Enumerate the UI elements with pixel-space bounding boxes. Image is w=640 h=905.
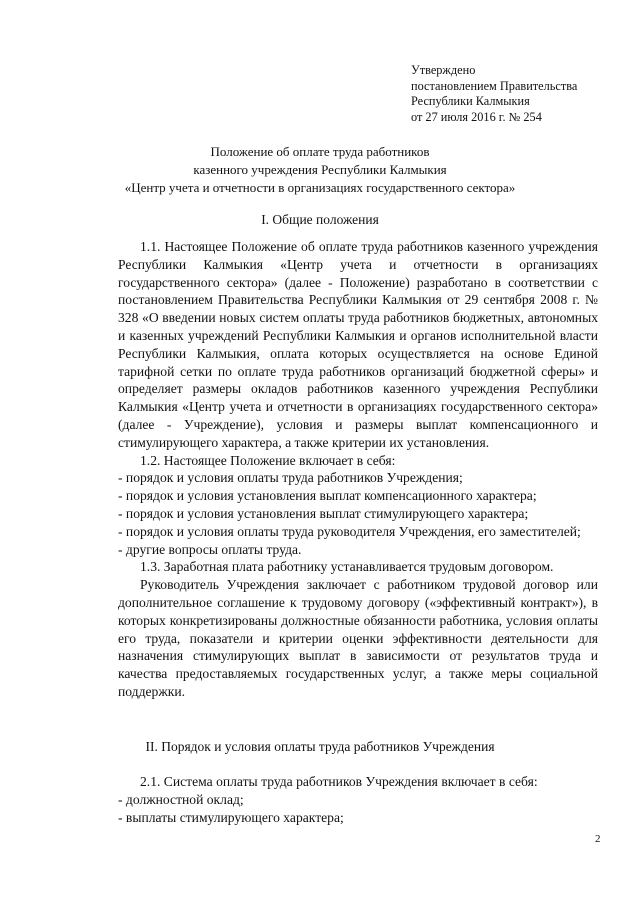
list-item: - порядок и условия установления выплат стимулирующего характера; bbox=[118, 505, 529, 521]
paragraph-1-1: 1.1. Настоящее Положение об оплате труда работников казенного учреждения Республики Калмыкия «Центр учета и отчетности в организациях государственного сектора» (далее - Положение) разработано в соответствии с постановлением Правительства Республики Калмыкия от 29 сентября 2008 г. № 328 «О введении новых систем оплаты труда работников бюджетных, автономных и казенных учреждений Республики Калмыкия и органов исполнительной власти Республики Калмыкия, оплата которых осуществляется на основе Единой тарифной сетки по оплате труда работников организаций бюджетной сферы» и определяет размеры окладов работников казенного учреждения Республики Калмыкия «Центр учета и отчетности в организациях государственного сектора» (далее - Учреждение), условия и размеры выплат компенсационного и стимулирующего характера, а также критерии их установления. bbox=[118, 239, 598, 450]
document-title bbox=[0, 143, 640, 197]
list-item: - должностной оклад; bbox=[118, 791, 244, 807]
paragraph-1-3: 1.3. Заработная плата работнику устанавливается трудовым договором. bbox=[140, 559, 554, 575]
page-number: 2 bbox=[595, 833, 601, 845]
list-item: - выплаты стимулирующего характера; bbox=[118, 809, 344, 825]
section-general-body bbox=[118, 238, 598, 701]
list-item: - другие вопросы оплаты труда. bbox=[118, 541, 302, 557]
paragraph-2-1: 2.1. Система оплаты труда работников Учреждения включает в себя: bbox=[140, 774, 538, 789]
title-line: казенного учреждения Республики Калмыкия bbox=[193, 162, 447, 177]
approval-line: постановлением Правительства bbox=[411, 78, 578, 93]
list-item: - порядок и условия оплаты труда работников Учреждения; bbox=[118, 470, 463, 486]
approval-line: Утверждено bbox=[411, 63, 476, 77]
title-line: Положение об оплате труда работников bbox=[210, 144, 430, 159]
section-heading-general: I. Общие положения bbox=[261, 212, 379, 227]
section-heading-pay-conditions: II. Порядок и условия оплаты труда работников Учреждения bbox=[145, 739, 495, 754]
approval-line: от 27 июля 2016 г. № 254 bbox=[411, 109, 542, 124]
title-line: «Центр учета и отчетности в организациях государственного сектора» bbox=[124, 180, 516, 195]
list-item: - порядок и условия установления выплат компенсационного характера; bbox=[118, 488, 537, 504]
paragraph-1-3-contract: Руководитель Учреждения заключает с работником трудовой договор или дополнительное соглашение к трудовому договору («эффективный контракт»), в которых конкретизированы должностные обязанности работника, условия оплаты его труда, показатели и критерии оценки эффективности деятельности для назначения стимулирующих выплат в зависимости от результатов труда и качества предоставляемых государственных услуг, а также меры социальной поддержки. bbox=[118, 577, 598, 699]
list-item: - порядок и условия оплаты труда руководителя Учреждения, его заместителей; bbox=[118, 523, 581, 539]
section-pay-conditions-body bbox=[118, 773, 598, 826]
paragraph-1-2: 1.2. Настоящее Положение включает в себя: bbox=[140, 452, 396, 468]
approval-line: Республики Калмыкия bbox=[411, 94, 530, 108]
approval-stamp bbox=[411, 63, 577, 125]
